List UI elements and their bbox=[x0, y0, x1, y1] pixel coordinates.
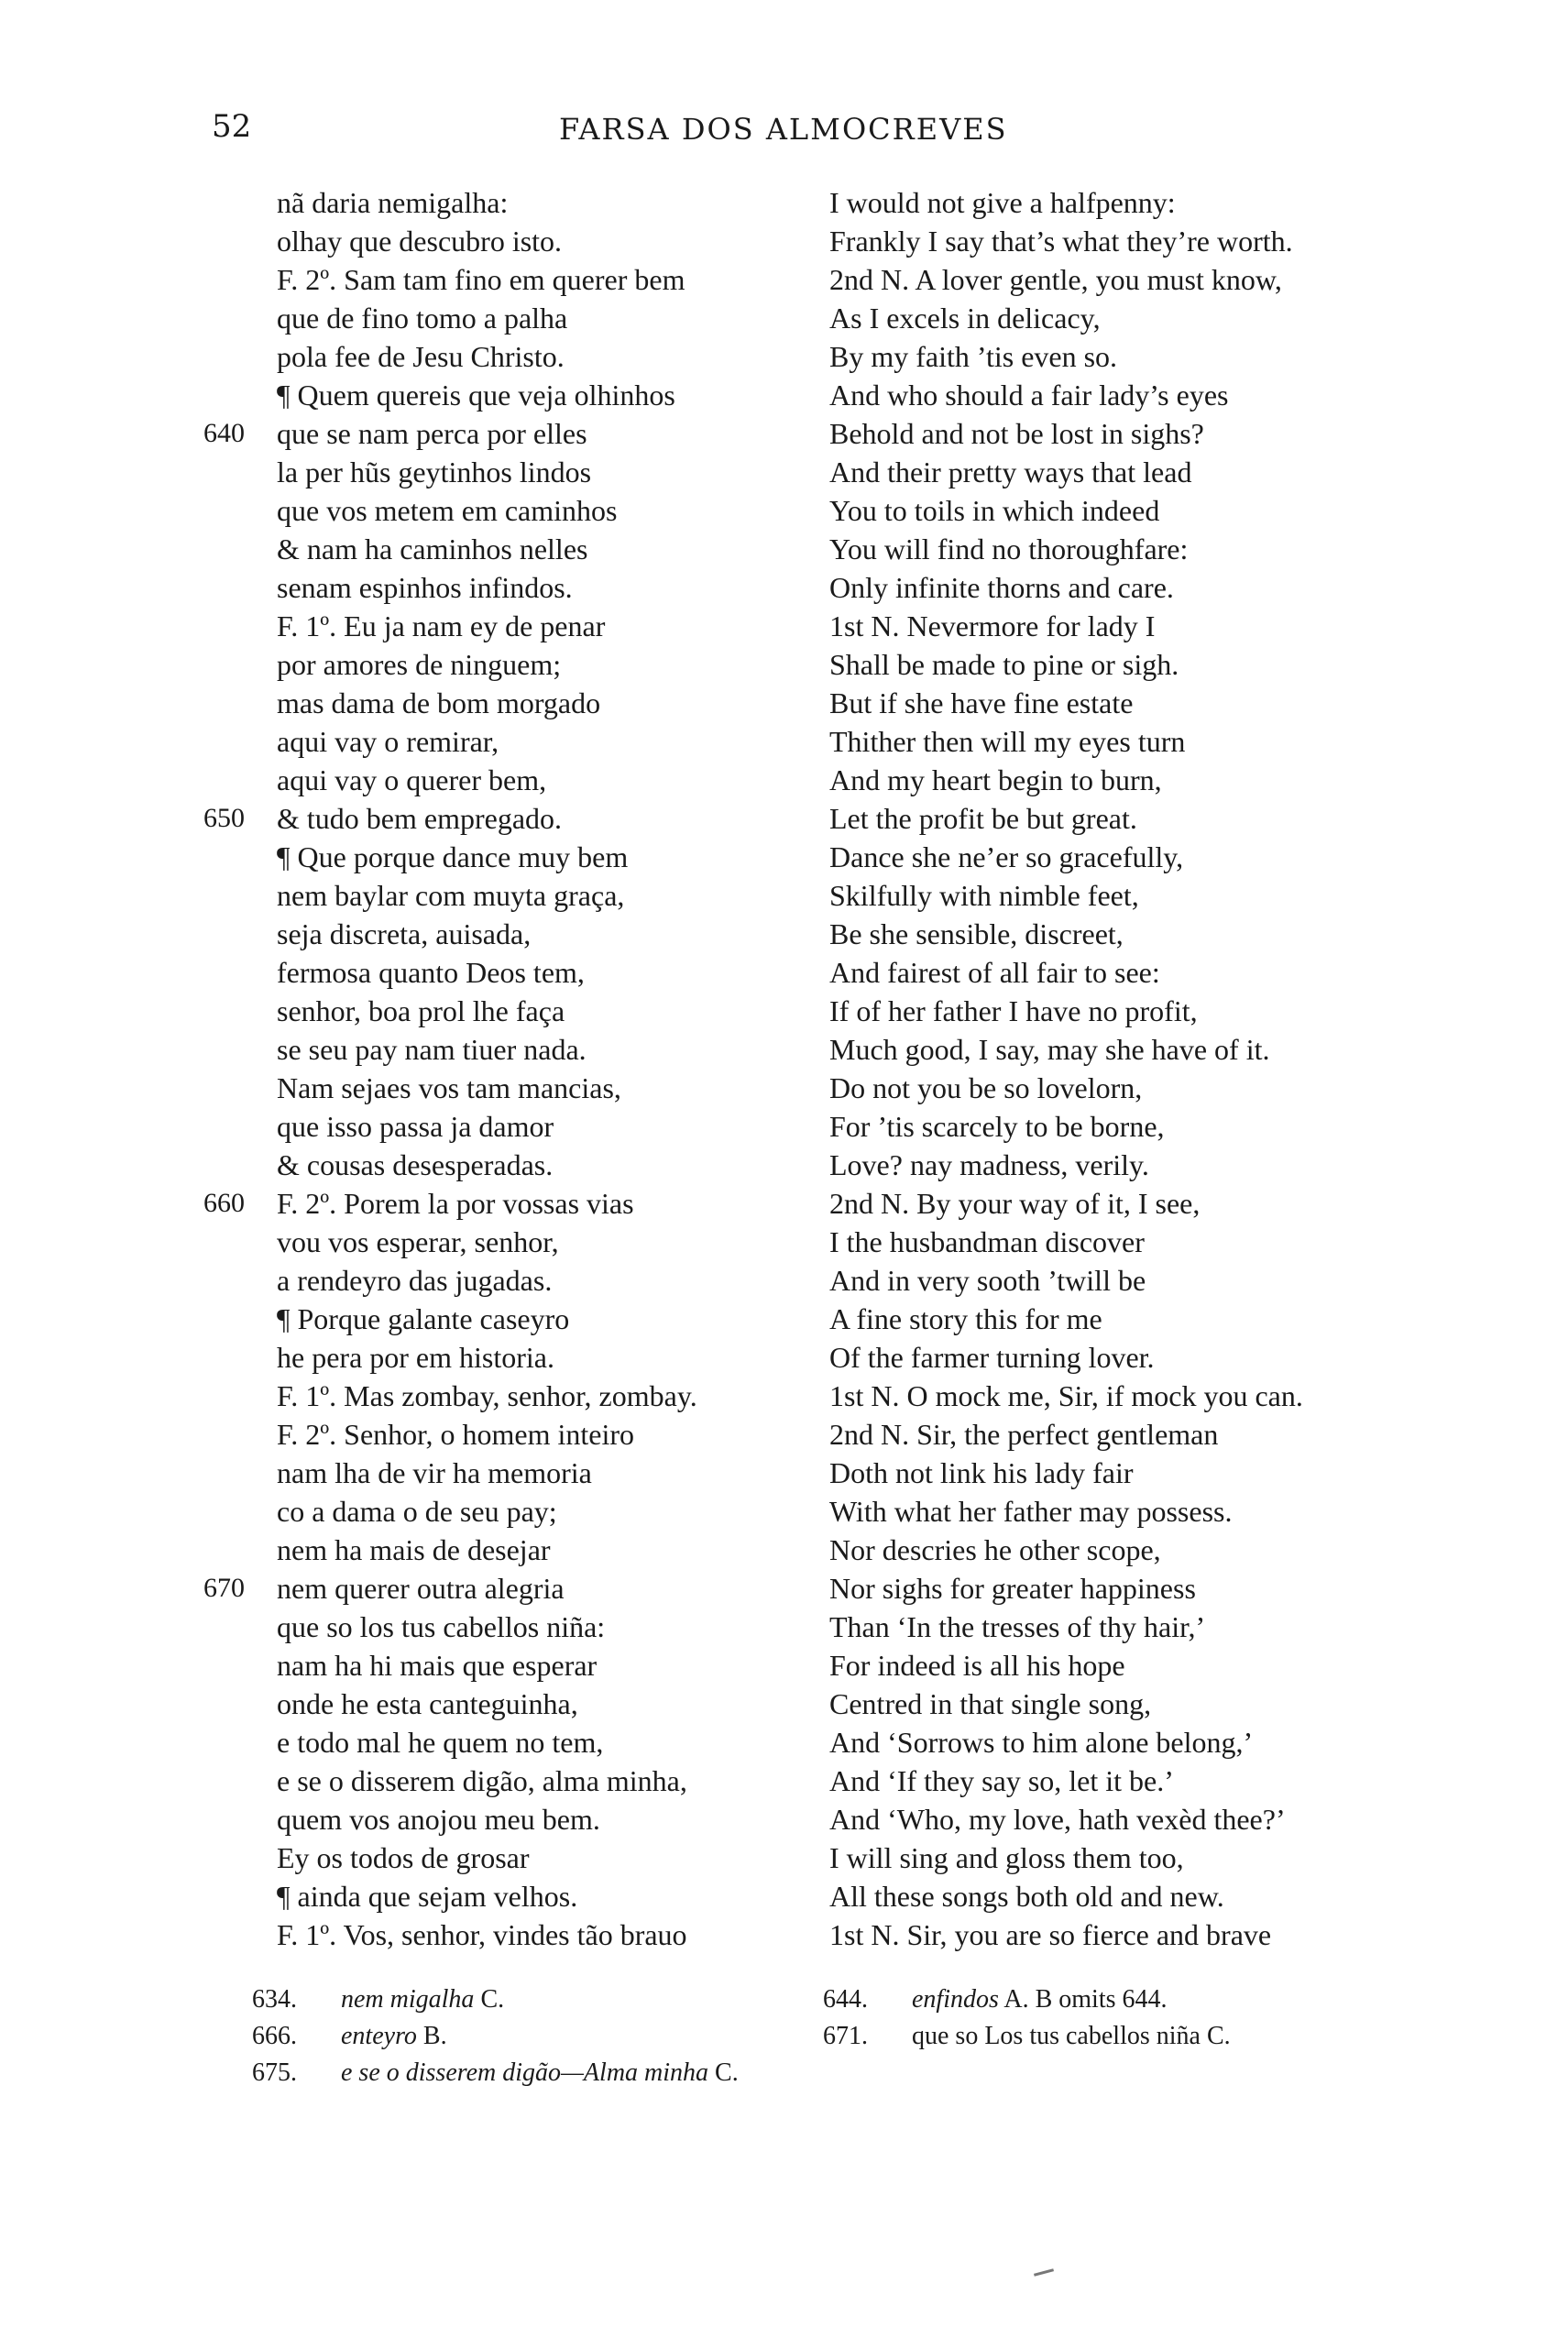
english-verse-text: For ’tis scarcely to be borne, bbox=[829, 1110, 1165, 1143]
english-verse-text: I would not give a halfpenny: bbox=[829, 186, 1176, 219]
english-verse-text: Centred in that single song, bbox=[829, 1687, 1152, 1720]
footnote-number: 634. bbox=[252, 1985, 297, 2014]
portuguese-verse-text: e todo mal he quem no tem, bbox=[277, 1726, 604, 1759]
portuguese-verse-text: F. 1º. Eu ja nam ey de penar bbox=[277, 609, 606, 642]
verse-line bbox=[203, 1377, 836, 1415]
verse-line bbox=[203, 568, 836, 607]
portuguese-verse-text: aqui vay o remirar, bbox=[277, 725, 499, 758]
verse-line bbox=[203, 1261, 836, 1300]
verse-line bbox=[203, 1454, 836, 1492]
english-verse-text: Frankly I say that’s what they’re worth. bbox=[829, 225, 1293, 258]
portuguese-verse-text: F. 2º. Sam tam fino em querer bem bbox=[277, 263, 685, 296]
portuguese-verse-text: seja discreta, auisada, bbox=[277, 917, 532, 950]
translation-line bbox=[829, 915, 1544, 953]
footnote bbox=[823, 2019, 1231, 2054]
english-verse-text: Skilfully with nimble feet, bbox=[829, 879, 1139, 912]
portuguese-verse-text: que isso passa ja damor bbox=[277, 1110, 554, 1143]
verse-line bbox=[203, 1723, 836, 1762]
footnote-number: 671. bbox=[823, 2022, 868, 2050]
portuguese-verse-text: que vos metem em caminhos bbox=[277, 494, 618, 527]
english-verse-text: 2nd N. By your way of it, I see, bbox=[829, 1187, 1201, 1220]
english-verse-text: If of her father I have no profit, bbox=[829, 994, 1198, 1027]
verse-line bbox=[203, 1800, 836, 1839]
verse-line bbox=[203, 376, 836, 414]
footnote-reading: nem migalha bbox=[341, 1985, 475, 2014]
portuguese-verse-text: ¶ Porque galante caseyro bbox=[277, 1302, 570, 1335]
portuguese-verse-text: he pera por em historia. bbox=[277, 1341, 554, 1374]
verse-line bbox=[203, 1030, 836, 1069]
english-verse-text: I the husbandman discover bbox=[829, 1225, 1145, 1258]
translation-line bbox=[829, 1184, 1544, 1223]
footnote bbox=[252, 1982, 504, 2017]
portuguese-verse-text: nam ha hi mais que esperar bbox=[277, 1649, 598, 1682]
running-title: FARSA DOS ALMOCREVES bbox=[559, 112, 1008, 147]
portuguese-verse-text: senam espinhos infindos. bbox=[277, 571, 573, 604]
verse-line bbox=[203, 1069, 836, 1107]
english-verse-text: Nor sighs for greater happiness bbox=[829, 1572, 1196, 1605]
verse-line bbox=[203, 838, 836, 876]
verse-line bbox=[203, 260, 836, 299]
footnote-source: que so Los tus cabellos niña C. bbox=[912, 2022, 1231, 2050]
verse-line bbox=[203, 1646, 836, 1685]
translation-line bbox=[829, 953, 1544, 992]
translation-line bbox=[829, 376, 1544, 414]
portuguese-verse-text: mas dama de bom morgado bbox=[277, 686, 601, 719]
translation-line bbox=[829, 1146, 1544, 1184]
verse-line bbox=[203, 1877, 836, 1915]
english-verse-text: Be she sensible, discreet, bbox=[829, 917, 1124, 950]
english-verse-text: And who should a fair lady’s eyes bbox=[829, 379, 1229, 412]
translation-line bbox=[829, 530, 1544, 568]
translation-line bbox=[829, 1723, 1544, 1762]
verse-line bbox=[203, 1685, 836, 1723]
english-verse-text: 1st N. Sir, you are so fierce and brave bbox=[829, 1918, 1272, 1951]
portuguese-verse-text: nem ha mais de desejar bbox=[277, 1533, 551, 1566]
print-speck bbox=[1034, 2268, 1054, 2277]
portuguese-verse-text: pola fee de Jesu Christo. bbox=[277, 340, 565, 373]
translation-line bbox=[829, 260, 1544, 299]
translation-line bbox=[829, 1877, 1544, 1915]
english-verse-text: Love? nay madness, verily. bbox=[829, 1148, 1149, 1181]
verse-line bbox=[203, 915, 836, 953]
portuguese-verse-text: senhor, boa prol lhe faça bbox=[277, 994, 565, 1027]
translation-line bbox=[829, 876, 1544, 915]
portuguese-text-column bbox=[203, 183, 836, 1954]
footnote-reading: e se o disserem digão—Alma minha bbox=[341, 2058, 709, 2087]
verse-line bbox=[203, 1608, 836, 1646]
translation-line bbox=[829, 568, 1544, 607]
translation-line bbox=[829, 1685, 1544, 1723]
translation-line bbox=[829, 414, 1544, 453]
footnote bbox=[823, 1982, 1168, 2017]
english-verse-text: A fine story this for me bbox=[829, 1302, 1102, 1335]
english-verse-text: And ‘Who, my love, hath vexèd thee?’ bbox=[829, 1803, 1286, 1836]
translation-line bbox=[829, 1338, 1544, 1377]
portuguese-verse-text: F. 2º. Porem la por vossas vias bbox=[277, 1187, 634, 1220]
english-verse-text: 2nd N. A lover gentle, you must know, bbox=[829, 263, 1282, 296]
verse-line bbox=[203, 1839, 836, 1877]
english-verse-text: Behold and not be lost in sighs? bbox=[829, 417, 1204, 450]
portuguese-verse-text: e se o disserem digão, alma minha, bbox=[277, 1764, 687, 1797]
portuguese-verse-text: co a dama o de seu pay; bbox=[277, 1495, 557, 1528]
translation-line bbox=[829, 1069, 1544, 1107]
page-number: 52 bbox=[212, 108, 252, 145]
translation-line bbox=[829, 1839, 1544, 1877]
english-verse-text: Dance she ne’er so gracefully, bbox=[829, 840, 1184, 873]
footnote-number: 666. bbox=[252, 2022, 297, 2050]
portuguese-verse-text: nam lha de vir ha memoria bbox=[277, 1456, 592, 1489]
english-verse-text: And ‘If they say so, let it be.’ bbox=[829, 1764, 1174, 1797]
portuguese-verse-text: Ey os todos de grosar bbox=[277, 1841, 530, 1874]
verse-line bbox=[203, 722, 836, 761]
translation-line bbox=[829, 491, 1544, 530]
english-verse-text: Thither then will my eyes turn bbox=[829, 725, 1186, 758]
line-number: 640 bbox=[203, 418, 245, 448]
verse-line bbox=[203, 1415, 836, 1454]
verse-line bbox=[203, 1492, 836, 1531]
english-verse-text: 2nd N. Sir, the perfect gentleman bbox=[829, 1418, 1219, 1451]
page-header bbox=[0, 108, 1568, 154]
translation-line bbox=[829, 761, 1544, 799]
english-verse-text: Let the profit be but great. bbox=[829, 802, 1137, 835]
verse-line bbox=[203, 992, 836, 1030]
portuguese-verse-text: ¶ Quem quereis que veja olhinhos bbox=[277, 379, 675, 412]
english-verse-text: And in very sooth ’twill be bbox=[829, 1264, 1146, 1297]
portuguese-verse-text: & tudo bem empregado. bbox=[277, 802, 563, 835]
translation-line bbox=[829, 1608, 1544, 1646]
translation-line bbox=[829, 645, 1544, 684]
verse-line bbox=[203, 1184, 836, 1223]
translation-line bbox=[829, 1300, 1544, 1338]
translation-line bbox=[829, 1261, 1544, 1300]
verse-line bbox=[203, 761, 836, 799]
english-verse-text: With what her father may possess. bbox=[829, 1495, 1233, 1528]
portuguese-verse-text: Nam sejaes vos tam mancias, bbox=[277, 1071, 621, 1104]
translation-line bbox=[829, 1800, 1544, 1839]
footnote bbox=[252, 2056, 739, 2091]
translation-line bbox=[829, 453, 1544, 491]
english-verse-text: As I excels in delicacy, bbox=[829, 302, 1101, 335]
portuguese-verse-text: nã daria nemigalha: bbox=[277, 186, 509, 219]
english-verse-text: And ‘Sorrows to him alone belong,’ bbox=[829, 1726, 1254, 1759]
english-verse-text: Doth not link his lady fair bbox=[829, 1456, 1134, 1489]
portuguese-verse-text: onde he esta canteguinha, bbox=[277, 1687, 578, 1720]
verse-line bbox=[203, 1146, 836, 1184]
portuguese-verse-text: fermosa quanto Deos tem, bbox=[277, 956, 585, 989]
english-verse-text: Shall be made to pine or sigh. bbox=[829, 648, 1179, 681]
english-verse-text: Than ‘In the tresses of thy hair,’ bbox=[829, 1610, 1206, 1643]
verse-line bbox=[203, 453, 836, 491]
verse-line bbox=[203, 645, 836, 684]
portuguese-verse-text: aqui vay o querer bem, bbox=[277, 763, 547, 796]
verse-line bbox=[203, 299, 836, 337]
verse-line bbox=[203, 183, 836, 222]
verse-line bbox=[203, 799, 836, 838]
english-verse-text: All these songs both old and new. bbox=[829, 1880, 1224, 1913]
footnote-reading: enteyro bbox=[341, 2022, 417, 2050]
verse-line bbox=[203, 1569, 836, 1608]
verse-line bbox=[203, 607, 836, 645]
portuguese-verse-text: por amores de ninguem; bbox=[277, 648, 562, 681]
english-verse-text: I will sing and gloss them too, bbox=[829, 1841, 1184, 1874]
english-verse-text: Of the farmer turning lover. bbox=[829, 1341, 1155, 1374]
translation-line bbox=[829, 607, 1544, 645]
translation-line bbox=[829, 799, 1544, 838]
verse-line bbox=[203, 530, 836, 568]
footnote bbox=[252, 2019, 447, 2054]
verse-line bbox=[203, 337, 836, 376]
english-translation-column bbox=[829, 183, 1544, 1954]
translation-line bbox=[829, 337, 1544, 376]
portuguese-verse-text: F. 1º. Mas zombay, senhor, zombay. bbox=[277, 1379, 697, 1412]
line-number: 670 bbox=[203, 1573, 245, 1603]
translation-line bbox=[829, 1030, 1544, 1069]
english-verse-text: And my heart begin to burn, bbox=[829, 763, 1162, 796]
english-verse-text: Much good, I say, may she have of it. bbox=[829, 1033, 1270, 1066]
portuguese-verse-text: ¶ ainda que sejam velhos. bbox=[277, 1880, 578, 1913]
english-verse-text: And their pretty ways that lead bbox=[829, 456, 1192, 488]
verse-line bbox=[203, 1915, 836, 1954]
english-verse-text: For indeed is all his hope bbox=[829, 1649, 1125, 1682]
translation-line bbox=[829, 1915, 1544, 1954]
line-number: 650 bbox=[203, 803, 245, 833]
portuguese-verse-text: que de fino tomo a palha bbox=[277, 302, 568, 335]
english-verse-text: 1st N. O mock me, Sir, if mock you can. bbox=[829, 1379, 1303, 1412]
verse-line bbox=[203, 876, 836, 915]
verse-line bbox=[203, 222, 836, 260]
portuguese-verse-text: se seu pay nam tiuer nada. bbox=[277, 1033, 587, 1066]
english-verse-text: Do not you be so lovelorn, bbox=[829, 1071, 1143, 1104]
verse-line bbox=[203, 953, 836, 992]
portuguese-verse-text: olhay que descubro isto. bbox=[277, 225, 563, 258]
footnote-source: C. bbox=[715, 2058, 739, 2087]
english-verse-text: Nor descries he other scope, bbox=[829, 1533, 1161, 1566]
portuguese-verse-text: & nam ha caminhos nelles bbox=[277, 532, 588, 565]
translation-line bbox=[829, 1223, 1544, 1261]
translation-line bbox=[829, 222, 1544, 260]
verse-line bbox=[203, 1531, 836, 1569]
portuguese-verse-text: F. 1º. Vos, senhor, vindes tão brauo bbox=[277, 1918, 687, 1951]
english-verse-text: And fairest of all fair to see: bbox=[829, 956, 1160, 989]
portuguese-verse-text: que so los tus cabellos niña: bbox=[277, 1610, 606, 1643]
footnote-number: 675. bbox=[252, 2058, 297, 2087]
translation-line bbox=[829, 1415, 1544, 1454]
translation-line bbox=[829, 1531, 1544, 1569]
english-verse-text: Only infinite thorns and care. bbox=[829, 571, 1174, 604]
footnote-number: 644. bbox=[823, 1985, 868, 2014]
english-verse-text: You to toils in which indeed bbox=[829, 494, 1160, 527]
footnote-source: A. B omits 644. bbox=[1003, 1985, 1168, 2014]
portuguese-verse-text: quem vos anojou meu bem. bbox=[277, 1803, 600, 1836]
verse-line bbox=[203, 1762, 836, 1800]
english-verse-text: But if she have fine estate bbox=[829, 686, 1134, 719]
portuguese-verse-text: vou vos esperar, senhor, bbox=[277, 1225, 559, 1258]
translation-line bbox=[829, 838, 1544, 876]
portuguese-verse-text: a rendeyro das jugadas. bbox=[277, 1264, 553, 1297]
footnote-reading: enfindos bbox=[912, 1985, 999, 2014]
translation-line bbox=[829, 1646, 1544, 1685]
translation-line bbox=[829, 1569, 1544, 1608]
verse-line bbox=[203, 1300, 836, 1338]
translation-line bbox=[829, 992, 1544, 1030]
portuguese-verse-text: la per hũs geytinhos lindos bbox=[277, 456, 592, 488]
verse-line bbox=[203, 1338, 836, 1377]
portuguese-verse-text: nem baylar com muyta graça, bbox=[277, 879, 625, 912]
verse-line bbox=[203, 414, 836, 453]
translation-line bbox=[829, 1107, 1544, 1146]
english-verse-text: You will find no thoroughfare: bbox=[829, 532, 1189, 565]
translation-line bbox=[829, 684, 1544, 722]
translation-line bbox=[829, 299, 1544, 337]
english-verse-text: By my faith ’tis even so. bbox=[829, 340, 1118, 373]
portuguese-verse-text: que se nam perca por elles bbox=[277, 417, 587, 450]
portuguese-verse-text: & cousas desesperadas. bbox=[277, 1148, 554, 1181]
portuguese-verse-text: ¶ Que porque dance muy bem bbox=[277, 840, 629, 873]
portuguese-verse-text: F. 2º. Senhor, o homem inteiro bbox=[277, 1418, 635, 1451]
translation-line bbox=[829, 1492, 1544, 1531]
translation-line bbox=[829, 1377, 1544, 1415]
portuguese-verse-text: nem querer outra alegria bbox=[277, 1572, 565, 1605]
english-verse-text: 1st N. Nevermore for lady I bbox=[829, 609, 1156, 642]
translation-line bbox=[829, 1454, 1544, 1492]
footnote-source: B. bbox=[422, 2022, 447, 2050]
translation-line bbox=[829, 183, 1544, 222]
verse-line bbox=[203, 1107, 836, 1146]
verse-line bbox=[203, 491, 836, 530]
footnote-source: C. bbox=[480, 1985, 505, 2014]
line-number: 660 bbox=[203, 1188, 245, 1218]
verse-line bbox=[203, 1223, 836, 1261]
translation-line bbox=[829, 1762, 1544, 1800]
verse-line bbox=[203, 684, 836, 722]
translation-line bbox=[829, 722, 1544, 761]
